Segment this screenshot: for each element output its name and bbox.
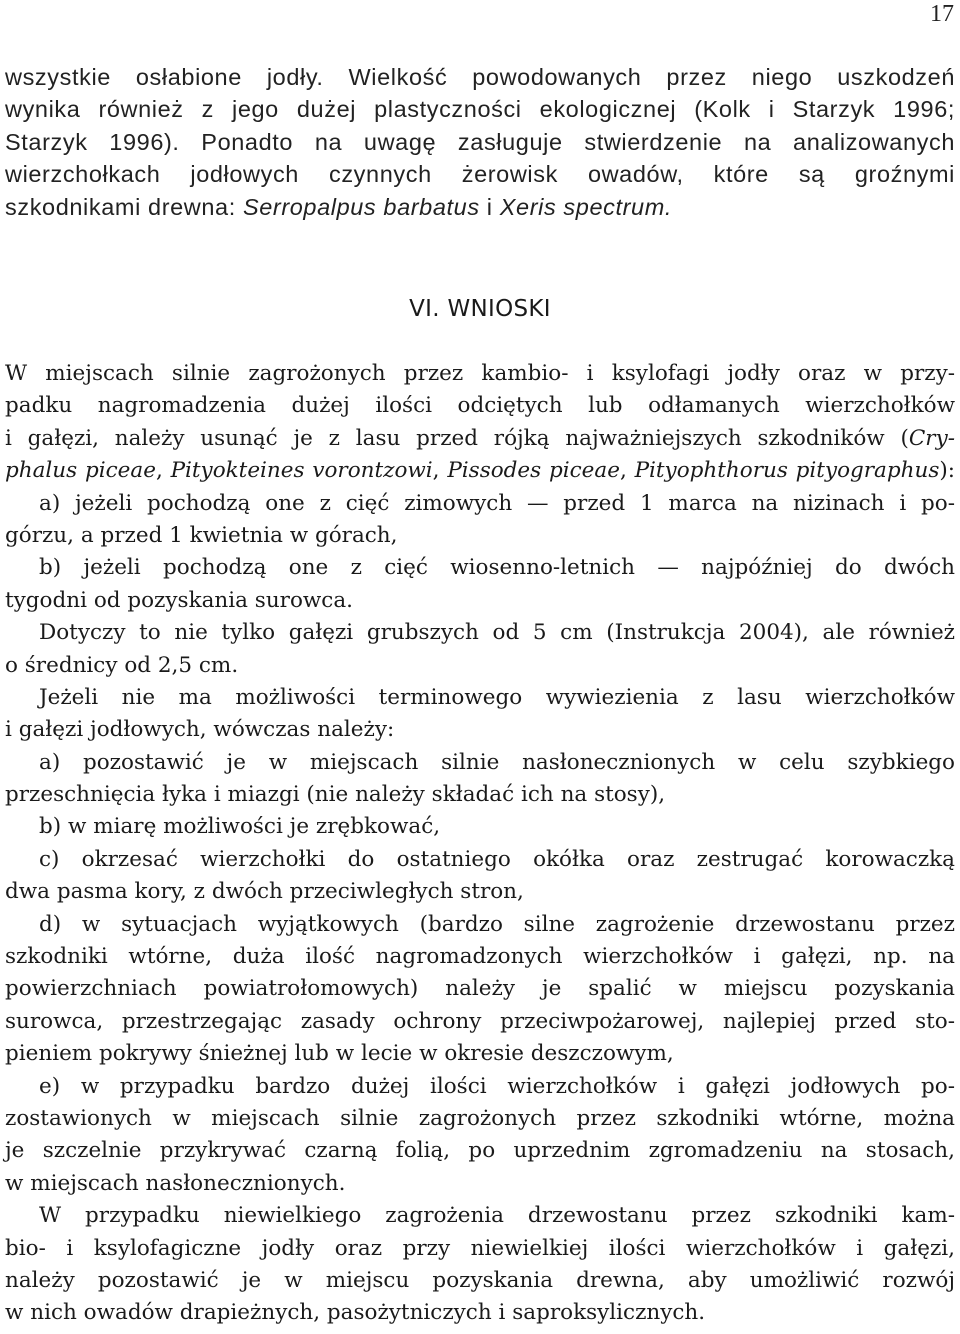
species-name: Cry- bbox=[908, 425, 955, 451]
species-name: Xeris spectrum. bbox=[499, 193, 673, 220]
text-span: , bbox=[155, 458, 171, 484]
text-line: szkodniki wtórne, duża ilość nagromadzonych wierzchołków i gałęzi, np. na bbox=[5, 944, 955, 970]
text-line: wszystkie osłabione jodły. Wielkość powodowanych przez niego uszkodzeń bbox=[5, 64, 955, 90]
text-line: powierzchniach powiatrołomowych) należy je spalić w miejscu pozyskania bbox=[5, 976, 955, 1002]
text-line: wierzchołkach jodłowych czynnych żerowisk owadów, które są groźnymi bbox=[5, 161, 955, 188]
text-line: surowca, przestrzegając zasady ochrony przeciwpożarowej, najlepiej przed sto- bbox=[5, 1008, 955, 1034]
text-line bbox=[5, 423, 955, 455]
text-line: W przypadku niewielkiego zagrożenia drzewostanu przez szkodniki kam- bbox=[39, 1203, 955, 1229]
list-item: e) w przypadku bardzo dużej ilości wierzchołków i gałęzi jodłowych po- bbox=[39, 1073, 955, 1099]
text-line: przeschnięcia łyka i miazgi (nie należy składać ich na stosy), bbox=[5, 782, 666, 808]
text-span: i gałęzi, należy usunąć je z lasu przed rójką najważniejszych szkodników ( bbox=[5, 425, 909, 451]
intro-paragraph bbox=[5, 61, 955, 223]
text-line: górzu, a przed 1 kwietnia w górach, bbox=[5, 522, 398, 548]
text-span: i bbox=[479, 193, 500, 220]
list-item: a) jeżeli pochodzą one z cięć zimowych — przed 1 marca na nizinach i po- bbox=[39, 490, 955, 516]
text-line: dwa pasma kory, z dwóch przeciwległych stron, bbox=[5, 879, 524, 905]
text-line: Jeżeli nie ma możliwości terminowego wywiezienia z lasu wierzchołków bbox=[39, 684, 955, 710]
text-line: W miejscach silnie zagrożonych przez kambio- i ksylofagi jodły oraz w przy- bbox=[5, 361, 955, 386]
text-line: padku nagromadzenia dużej ilości odciętych lub odłamanych wierzchołków bbox=[5, 393, 955, 419]
text-line: Starzyk 1996). Ponadto na uwagę zasługuje stwierdzenie na analizowanych bbox=[5, 128, 955, 155]
species-name: Pissodes piceae bbox=[447, 458, 620, 484]
species-name: Pityokteines vorontzowi bbox=[170, 458, 433, 484]
page-number: 17 bbox=[930, 1, 954, 27]
text-line bbox=[5, 191, 955, 223]
text-line: Dotyczy to nie tylko gałęzi grubszych od 5 cm (Instrukcja 2004), ale również bbox=[39, 620, 955, 646]
list-item: b) w miarę możliwości je zrębkować, bbox=[39, 814, 441, 840]
section-heading: VI. WNIOSKI bbox=[409, 296, 551, 322]
list-item: c) okrzesać wierzchołki do ostatniego okółka oraz zestrugać korowaczką bbox=[39, 846, 955, 872]
text-line: pieniem pokrywy śnieżnej lub w lecie w okresie deszczowym, bbox=[5, 1041, 674, 1067]
species-list-line bbox=[5, 455, 955, 487]
text-line: tygodni od pozyskania surowca. bbox=[5, 587, 353, 613]
species-name: phalus piceae bbox=[5, 458, 156, 484]
conclusions-body bbox=[5, 358, 955, 1330]
text-line: wynika również z jego dużej plastyczności ekologicznej (Kolk i Starzyk 1996; bbox=[5, 96, 955, 123]
text-line: bio- i ksylofagiczne jodły oraz przy niewielkiej ilości wierzchołków i gałęzi, bbox=[5, 1235, 955, 1261]
text-line: je szczelnie przykrywać czarną folią, po uprzednim zgromadzeniu na stosach, bbox=[5, 1138, 955, 1164]
text-line: o średnicy od 2,5 cm. bbox=[5, 652, 239, 678]
text-line: należy pozostawić je w miejscu pozyskania drewna, aby umożliwić rozwój bbox=[5, 1267, 955, 1293]
list-item: b) jeżeli pochodzą one z cięć wiosenno-letnich — najpóźniej do dwóch bbox=[39, 555, 955, 581]
species-name: Serropalpus barbatus bbox=[242, 193, 480, 220]
text-span: szkodnikami drewna: bbox=[5, 193, 243, 220]
species-name: Pityophthorus pityographus bbox=[634, 458, 940, 484]
text-span: ): bbox=[939, 458, 956, 484]
list-item: d) w sytuacjach wyjątkowych (bardzo silne zagrożenie drzewostanu przez bbox=[39, 911, 955, 937]
text-line: i gałęzi jodłowych, wówczas należy: bbox=[5, 717, 395, 743]
list-item: a) pozostawić je w miejscach silnie nasłonecznionych w celu szybkiego bbox=[39, 749, 955, 775]
text-span: , bbox=[619, 458, 635, 484]
text-span: , bbox=[432, 458, 448, 484]
text-line: w nich owadów drapieżnych, pasożytniczych i saproksylicznych. bbox=[5, 1300, 706, 1326]
text-line: w miejscach nasłonecznionych. bbox=[5, 1170, 346, 1196]
text-line: zostawionych w miejscach silnie zagrożonych przez szkodniki wtórne, można bbox=[5, 1105, 955, 1131]
